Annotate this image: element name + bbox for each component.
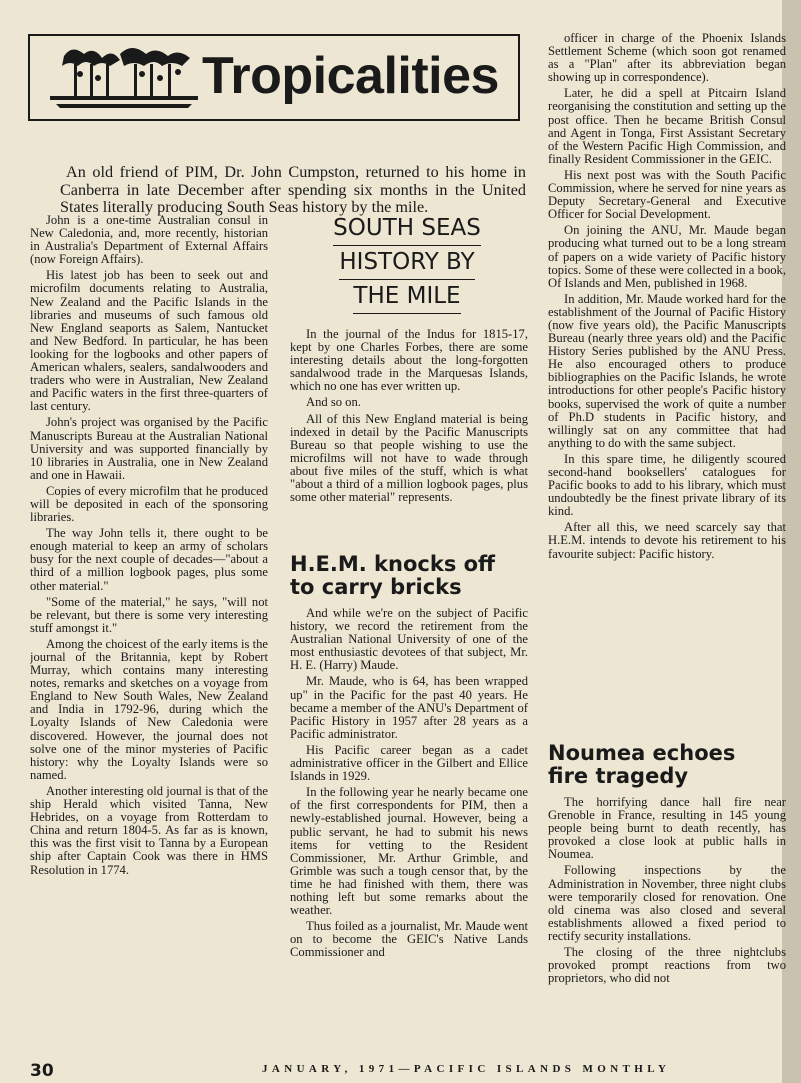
column-2-south-seas xyxy=(290,328,528,550)
paragraph: His Pacific career began as a cadet administrative officer in the Gilbert and Ellice Islands in 1929. xyxy=(290,742,528,784)
column-1 xyxy=(30,214,268,1050)
palm-trees-illustration xyxy=(50,44,198,112)
paragraph: And so on. xyxy=(306,395,361,410)
running-footer: JANUARY, 1971—PACIFIC ISLANDS MONTHLY xyxy=(262,1063,671,1075)
paragraph: On joining the ANU, Mr. Maude began producing what turned out to be a long stream of papers on a wide variety of Pacific history topics. Some of these were collected in a book, Of Islands and Men, published in 1968. xyxy=(548,223,786,290)
column-2-hem xyxy=(290,553,528,1051)
paragraph: In the following year he nearly became one of the first correspondents for PIM, then a newly-established journal. However, being a public servant, he had to submit his news items for vetting to the Resident Commissioner, Mr. Arthur Grimble, and Grimble was such a tough censor that, by the time he had finished with them, there was nothing left but some remarks about the weather. xyxy=(290,785,528,918)
noumea-body xyxy=(548,796,786,985)
headline-line: SOUTH SEAS xyxy=(333,212,481,246)
paragraph: His latest job has been to seek out and microfilm documents relating to Australia, New Zealand and the Pacific Islands in the libraries and museums of such famous old New England seaports as Salem, Nantucket and New Bedford. In particular, he has been looking for the logbooks and other papers of American whalers, sealers, sandalwooders and traders who were in Australian, New Zealand and Pacific waters in the first three-quarters of last century. xyxy=(30,268,268,414)
paragraph: All of this New England material is being indexed in detail by the Pacific Manuscripts Bureau so that people wishing to use the microfilms will not have to wade through about five miles of the stuff, which is what "about a third of a million logbook pages, plus some other material" represents. xyxy=(290,411,528,505)
headline-line: THE MILE xyxy=(353,280,460,314)
page-number: 30 xyxy=(30,1061,54,1081)
paragraph: In addition, Mr. Maude worked hard for the establishment of the Journal of Pacific History (now five years old), the Pacific Manuscripts Bureau (nearly three years old) and the Pacific History Series published by the ANU Press. He also encouraged others to produce bibliographies on the Pacific Islands, he wrote introductions for other people's Pacific history books, supervised the work of quite a number of Ph.D students in Pacific history, and willingly sat on any committee that had anything to do with the same subject. xyxy=(548,291,786,450)
masthead-box xyxy=(28,34,520,121)
page-footer xyxy=(30,1059,790,1083)
headline-south-seas xyxy=(322,212,492,314)
headline-line: HISTORY BY xyxy=(339,246,474,280)
masthead-title: Tropicalities xyxy=(202,47,499,105)
intro-paragraph: An old friend of PIM, Dr. John Cumpston, returned to his home in Canberra in late December after spending six months in the United States literally producing South Seas history by the mile. xyxy=(60,163,526,217)
paragraph: The way John tells it, there ought to be enough material to keep an army of scholars busy for the next couple of decades—"about a third of a million logbook pages, plus some other material." xyxy=(30,526,268,593)
paragraph: officer in charge of the Phoenix Islands Settlement Scheme (which soon got renamed as a "Plan" after its abbreviation began showing up in correspondence). xyxy=(548,32,786,85)
paragraph: In this spare time, he diligently scoured second-hand booksellers' catalogues for Pacific books to add to his library, which must undoubtedly be the finest private library of its kind. xyxy=(548,451,786,519)
paragraph: Thus foiled as a journalist, Mr. Maude went on to become the GEIC's Native Lands Commissioner and xyxy=(290,919,528,960)
paragraph: Mr. Maude, who is 64, has been wrapped up" in the Pacific for the past 40 years. He became a member of the ANU's Department of Pacific History in 1957 after 28 years as a Pacific administrator. xyxy=(290,674,528,741)
paragraph: And while we're on the subject of Pacific history, we record the retirement from the Australian National University of one of the most enthusiastic devotees of that subject, Mr. H. E. (Harry) Maude. xyxy=(290,606,528,673)
paragraph: His next post was with the South Pacific Commission, where he served for nine years as Deputy Secretary-General and Executive Officer for Social Development. xyxy=(548,167,786,222)
headline-noumea: Noumea echoes fire tragedy xyxy=(548,742,736,788)
paragraph: Copies of every microfilm that he produced will be deposited in each of the sponsoring libraries. xyxy=(30,483,268,525)
column-3-noumea xyxy=(548,742,786,1054)
paragraph: After all this, we need scarcely say that H.E.M. intends to devote his retirement to his favourite subject: Pacific history. xyxy=(548,520,786,561)
paragraph: The closing of the three nightclubs provoked prompt reactions from two proprietors, who did not xyxy=(548,945,786,986)
paragraph: John's project was organised by the Pacific Manuscripts Bureau at the Australian National University and was supported financially by 10 libraries in Australia, one in New Zealand and one in Hawaii. xyxy=(30,415,268,482)
paragraph: John is a one-time Australian consul in New Caledonia, and, more recently, historian in Australia's Department of External Affairs (now Foreign Affairs). xyxy=(30,214,268,267)
paragraph: Following inspections by the Administration in November, three night clubs were temporarily closed for renovation. One old cinema was also closed and several establishments allowed a fixed period to rectify security installations. xyxy=(548,863,786,943)
paragraph: Among the choicest of the early items is the journal of the Britannia, kept by Robert Murray, which contains many interesting notes, remarks and sketches on a voyage from England to New South Wales, New Zealand and India in 1792-96, during which the Loyalty Islands of New Caledonia were discovered. However, the journal does not solve one of the minor mysteries of Pacific history: why the Loyalty Islands were so named. xyxy=(30,636,268,782)
paragraph: "Some of the material," he says, "will not be relevant, but there is some very interesting stuff amongst it." xyxy=(30,594,268,635)
column-3 xyxy=(548,32,786,732)
paragraph: Later, he did a spell at Pitcairn Island reorganising the constitution and setting up the post office. Then he became British Consul and Agent in Tonga, First Assistant Secretary of the Western Pacific High Commission, and finally Resident Commissioner in the GEIC. xyxy=(548,86,786,166)
hem-body xyxy=(290,607,528,959)
paragraph: Another interesting old journal is that of the ship Herald which visited Tanna, New Hebrides, on a voyage from Rotterdam to China and return 1804-5. As far as is known, this was the first visit to Tanna by a European ship after Captain Cook was there in HMS Resolution in 1774. xyxy=(30,783,268,877)
paragraph: The horrifying dance hall fire near Grenoble in France, resulting in 145 young people being burnt to death recently, has provoked a close look at public halls in Noumea. xyxy=(548,795,786,862)
paragraph: In the journal of the Indus for 1815-17, kept by one Charles Forbes, there are some interesting details about the long-forgotten sandalwood trade in the Marquesas Islands, which no one has ever written up. xyxy=(290,328,528,394)
headline-hem: H.E.M. knocks off to carry bricks xyxy=(290,553,496,599)
